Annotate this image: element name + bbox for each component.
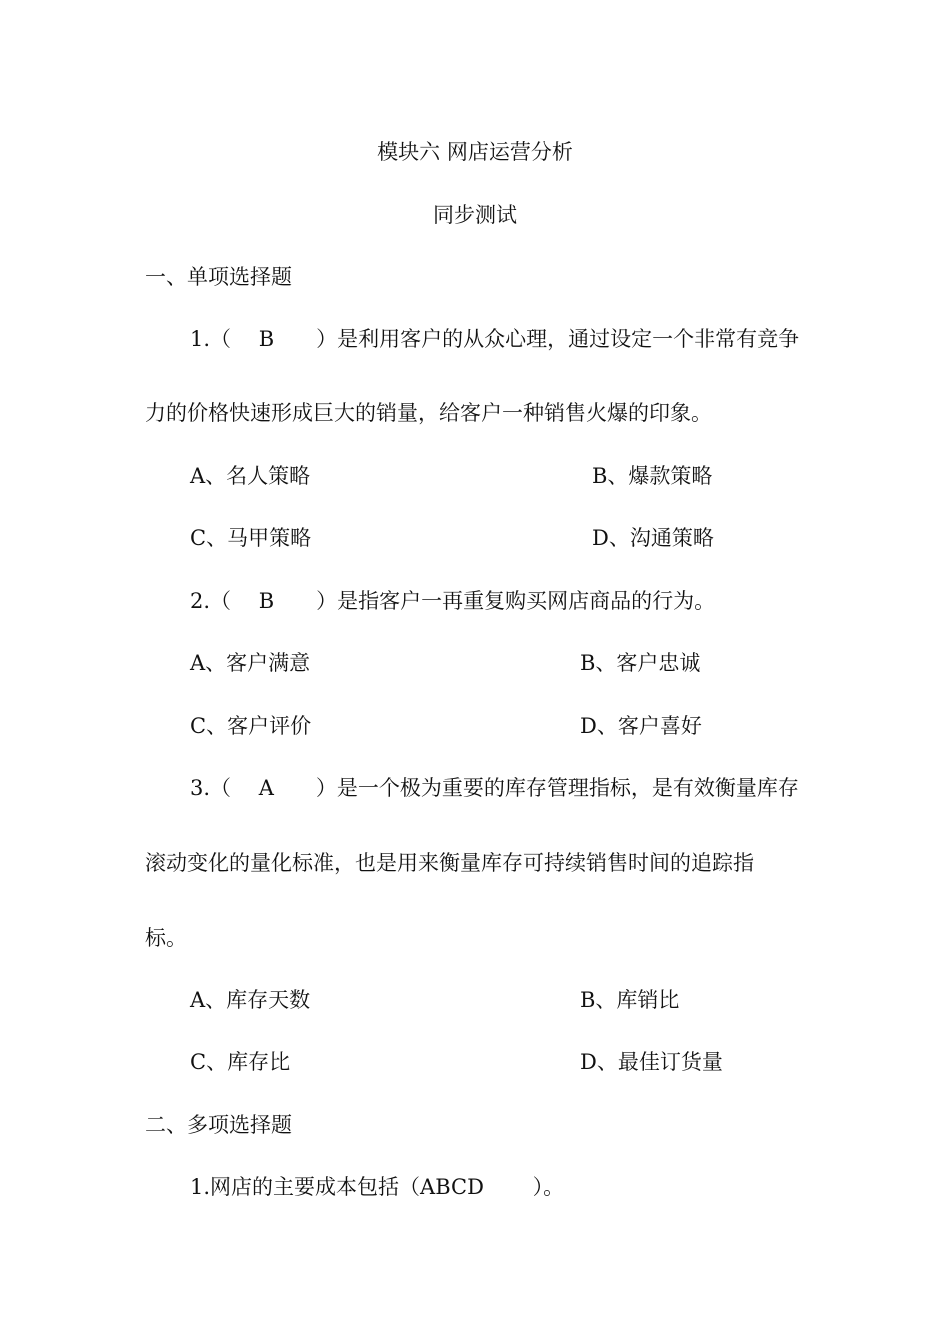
document-title: 模块六 网店运营分析 (377, 140, 573, 164)
question-3-option-a: A、库存天数 (190, 988, 311, 1012)
question-2-option-c: C、客户评价 (190, 714, 312, 738)
question-2-option-b: B、客户忠诚 (580, 651, 701, 675)
question-1-option-d: D、沟通策略 (592, 526, 714, 550)
question-3-option-d: D、最佳订货量 (580, 1050, 723, 1074)
question-1-stem-line-1: 1.（ B ）是利用客户的从众心理，通过设定一个非常有竞争 (190, 327, 800, 351)
question-3-stem-line-1: 3.（ A ）是一个极为重要的库存管理指标，是有效衡量库存 (190, 776, 799, 800)
question-1-stem-line-2: 力的价格快速形成巨大的销量，给客户一种销售火爆的印象。 (145, 401, 712, 425)
document-subtitle: 同步测试 (433, 203, 517, 227)
section-heading-single-choice: 一、单项选择题 (145, 265, 292, 289)
question-3-stem-line-2: 滚动变化的量化标准，也是用来衡量库存可持续销售时间的追踪指 (145, 851, 754, 875)
question-2-option-a: A、客户满意 (190, 651, 311, 675)
multi-question-1-stem-line-1: 1.网店的主要成本包括（ABCD ）。 (190, 1175, 565, 1199)
question-2-stem-line-1: 2.（ B ）是指客户一再重复购买网店商品的行为。 (190, 589, 716, 613)
question-1-option-a: A、名人策略 (190, 464, 311, 488)
question-2-option-d: D、客户喜好 (580, 714, 702, 738)
section-heading-multiple-choice: 二、多项选择题 (145, 1113, 292, 1137)
question-1-option-b: B、爆款策略 (592, 464, 713, 488)
question-3-stem-line-3: 标。 (145, 926, 187, 950)
question-3-option-b: B、库销比 (580, 988, 680, 1012)
question-1-option-c: C、马甲策略 (190, 526, 312, 550)
question-3-option-c: C、库存比 (190, 1050, 291, 1074)
